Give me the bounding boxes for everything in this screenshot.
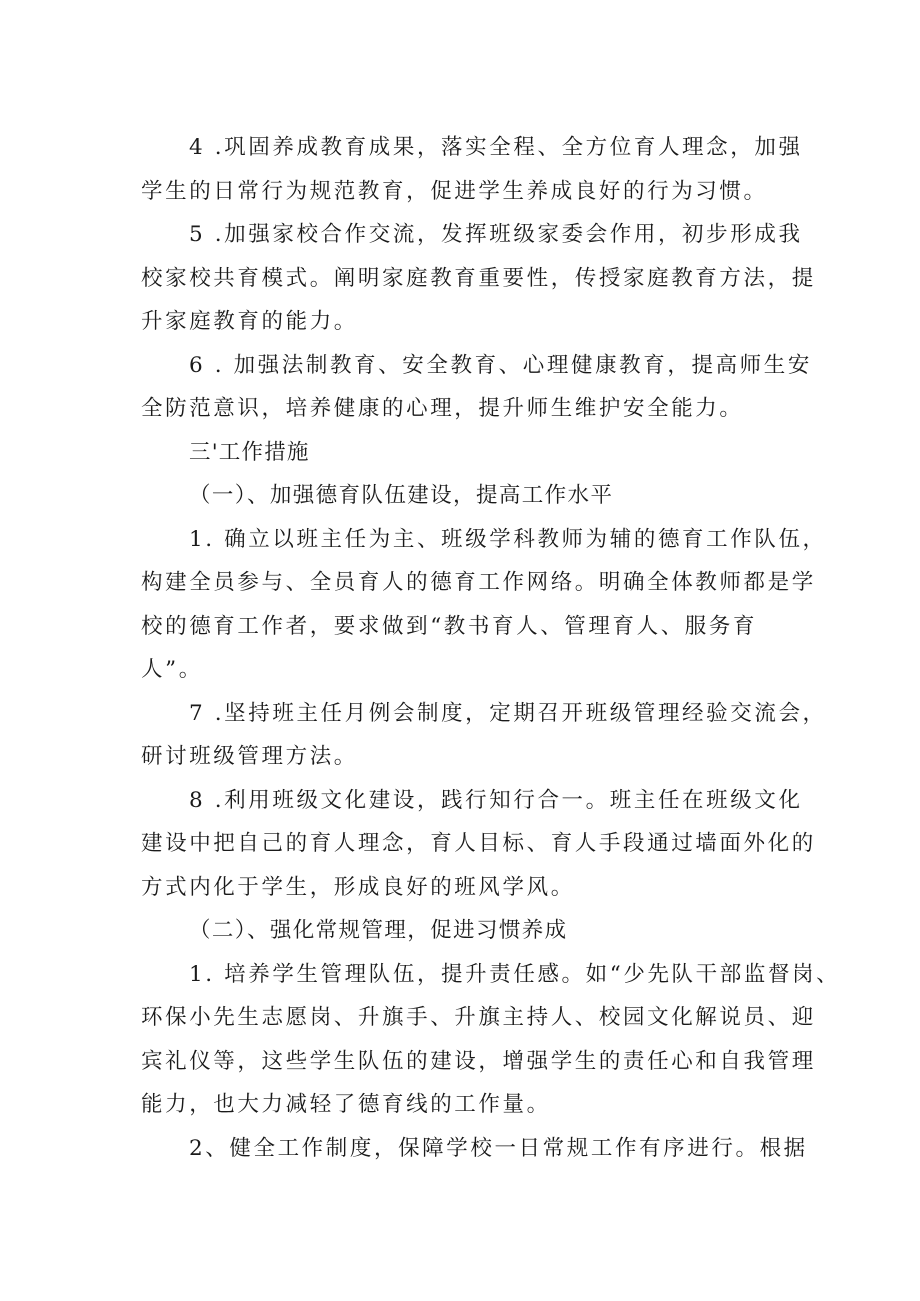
paragraph-measure-7	[141, 692, 827, 779]
text-line: 构建全员参与、全员育人的德育工作网络。明确全体教师都是学	[141, 570, 816, 595]
text-line: 1. 确立以班主任为主、班级学科教师为辅的德育工作队伍，	[189, 526, 827, 552]
text-line: 学生的日常行为规范教育，促进学生养成良好的行为习惯。	[141, 178, 768, 204]
text-line: 宾礼仪等，这些学生队伍的建设，增强学生的责任心和自我管理	[141, 1048, 816, 1074]
text-line: 研讨班级管理方法。	[141, 744, 358, 769]
text-line: 建设中把自己的育人理念，育人目标、育人手段通过墙面外化的	[141, 831, 816, 856]
document-body	[141, 126, 841, 1170]
subheading-text: （一）、加强德育队伍建设，提高工作水平	[189, 483, 614, 508]
paragraph-measure-1	[141, 518, 827, 692]
subheading-text: （二）、强化常规管理，促进习惯养成	[189, 918, 568, 943]
text-line: 校的德育工作者，要求做到“教书育人、管理育人、服务育	[141, 613, 758, 639]
subsection-heading-1	[141, 474, 783, 518]
subsection-heading-2	[141, 909, 783, 953]
text-line: 方式内化于学生，形成良好的班风学风。	[141, 874, 575, 900]
paragraph-measure-8	[141, 779, 816, 910]
paragraph-item-5	[141, 213, 816, 344]
text-line: 8 .利用班级文化建设，践行知行合一。班主任在班级文化	[189, 787, 803, 813]
paragraph-routine-1	[141, 953, 841, 1127]
paragraph-item-4	[141, 126, 803, 213]
text-line: 升家庭教育的能力。	[141, 309, 358, 334]
text-line: 6 . 加强法制教育、安全教育、心理健康教育，提高师生安	[189, 352, 812, 378]
section-heading	[141, 431, 783, 475]
text-line: 7 .坚持班主任月例会制度，定期召开班级管理经验交流会，	[189, 700, 827, 726]
text-line: 人”。	[141, 657, 203, 682]
paragraph-item-6	[141, 344, 812, 431]
text-line: 5 .加强家校合作交流，发挥班级家委会作用，初步形成我	[189, 222, 803, 247]
text-line: 2、健全工作制度，保障学校一日常规工作有序进行。根据	[189, 1135, 808, 1161]
text-line: 环保小先生志愿岗、升旗手、升旗主持人、校园文化解说员、迎	[141, 1005, 816, 1030]
paragraph-routine-2	[141, 1127, 808, 1171]
text-line: 能力，也大力减轻了德育线的工作量。	[141, 1092, 551, 1117]
text-line: 全防范意识，培养健康的心理，提升师生维护安全能力。	[141, 396, 744, 421]
text-line: 4 .巩固养成教育成果，落实全程、全方位育人理念，加强	[189, 135, 803, 160]
text-line: 校家校共育模式。阐明家庭教育重要性，传授家庭教育方法，提	[141, 265, 816, 291]
text-line: 1. 培养学生管理队伍，提升责任感。如“少先队干部监督岗、	[189, 961, 841, 987]
heading-text: 三'工作措施	[189, 439, 310, 465]
